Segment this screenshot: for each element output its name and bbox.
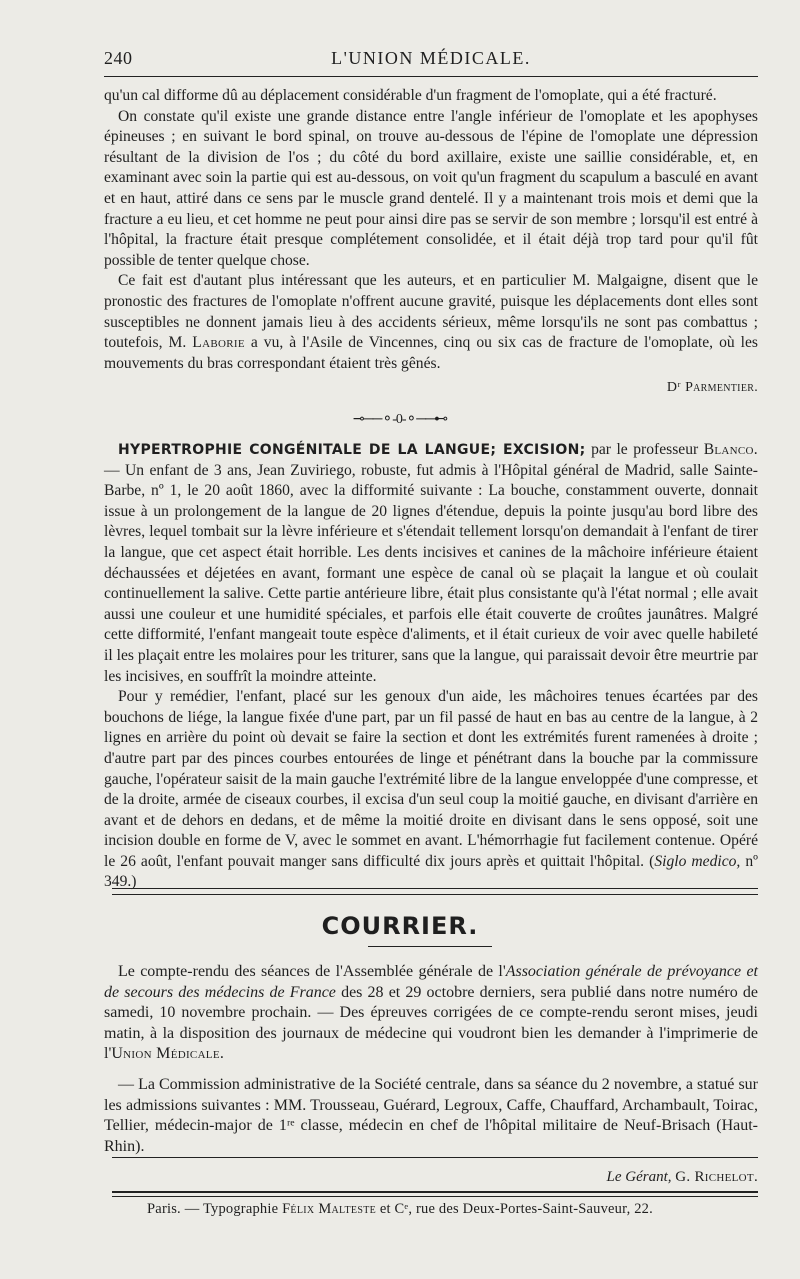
article-paragraph: On constate qu'il existe une grande distance entre l'angle inférieur de l'omoplate et les apophyses épineuses ; en suivant le bord spinal, on trouve au-dessous de l'épine de l'omoplate une dépression résultant de la division de l'os ; du côté du bord axillaire, existe une saillie considérable, et, en examinant avec soin la partie qui est au-dessous, on voit qu'un fragment du scapulum a basculé en avant et en haut, attiré dans ce sens par le muscle grand dentelé. Il y a maintenant trois mois et demi que la fracture a eu lieu, et cet homme ne peut pour ainsi dire pas se servir de son membre ; lorsqu'il est entré à l'hôpital, la fracture était presque complétement consolidée, et il était déjà trop tard pour qu'il fût possible de tenter quelque chose. bbox=[104, 107, 758, 269]
article-paragraph: HYPERTROPHIE CONGÉNITALE DE LA LANGUE; EXCISION; par le professeur Blanco. — Un enfant de 3 ans, Jean Zuviriego, robuste, fut admis à l'Hôpital général de Madrid, salle Sainte-Barbe, nº 1, le 20 août 1860, avec la difformité suivante : La bouche, constamment ouverte, donnait issue à un prolongement de la langue de 20 lignes d'étendue, depuis la pointe jusqu'au bord libre des lèvres, lequel tombait sur la lèvre inférieure et s'étendait tellement lorsqu'on demandait à l'enfant de tirer la langue, que cet aspect était horrible. Les dents incisives et canines de la mâchoire inférieure étaient déchaussées et déjetées en avant, formant une espèce de canal où se plaçait la langue et où coulait continuellement la salive. Cette partie antérieure libre, était plus consistante qu'à l'état normal ; elle avait aussi une couleur et une humidité spéciales, et parfois elle était couverte de croûtes jaunâtres. Malgré cette difformité, l'enfant mangeait toute espèce d'aliments, et il était curieux de voir avec quelle habileté il les plaçait entre les molaires pour les triturer, sans que la langue, qui paraissait devoir être meurtrie par les incisives, en souffrît la moindre atteinte. bbox=[104, 441, 758, 685]
closing-rule bbox=[112, 1157, 758, 1158]
author-name: Laborie bbox=[192, 334, 245, 352]
author-name: Blanco. bbox=[703, 441, 758, 458]
courrier-paragraph: — La Commission administrative de la Société centrale, dans sa séance du 2 novembre, a statué sur les admissions suivantes : MM. Trousseau, Guérard, Legroux, Caffe, Chauffard, Archambault, Toirac, Tellier, médecin-major de 1ʳᵉ classe, médecin en chef de l'hôpital militaire de Neuf-Brisach (Haut-Rhin). bbox=[104, 1075, 758, 1155]
page-number: 240 bbox=[104, 48, 133, 68]
page-header bbox=[104, 44, 758, 74]
header-rule bbox=[104, 76, 758, 77]
courrier-heading: COURRIER. bbox=[321, 912, 479, 940]
article-signature: Dʳ Parmentier. bbox=[666, 380, 758, 396]
courrier-underline bbox=[368, 946, 492, 947]
article-continuation: qu'un cal difforme dû au déplacement considérable d'un fragment de l'omoplate, qui a été fracturé. bbox=[104, 87, 717, 104]
article-hypertrophie bbox=[104, 440, 758, 893]
printer-imprint: Paris. — Typographie Félix Malteste et Cᵉ, rue des Deux-Portes-Saint-Sauveur, 22. bbox=[147, 1201, 653, 1217]
article-heading: HYPERTROPHIE CONGÉNITALE DE LA LANGUE; EXCISION; bbox=[118, 442, 586, 458]
section-ornament: ⊸──⚬-0-⚬──⊷ bbox=[352, 412, 448, 427]
journal-title: L'UNION MÉDICALE. bbox=[331, 48, 531, 68]
article-paragraph: Ce fait est d'autant plus intéressant que les auteurs, et en particulier M. Malgaigne, disent que le pronostic des fractures de l'omoplate n'offrent aucune gravité, puisque les déplacements dont elles sont susceptibles ne donnent jamais lieu à des accidents sérieux, même lorsqu'ils ne sont pas combattus ; toutefois, M. Laborie a vu, à l'Asile de Vincennes, cinq ou six cas de fracture de l'omoplate, où les mouvements du bras correspondant étaient très gênés. bbox=[104, 272, 758, 372]
gerant-signature: Le Gérant, G. Richelot. bbox=[606, 1169, 758, 1185]
article-paragraph: Pour y remédier, l'enfant, placé sur les genoux d'un aide, les mâchoires tenues écartées par des bouchons de liége, la langue fixée d'une part, par un fil passé de haut en bas au centre de la langue, à 2 lignes en arrière du point où devait se faire la section et dont les extrémités furent ramenées à droite ; d'autre part par des pinces courbes entourées de linge et pénétrant dans la bouche par la commissure gauche, l'opérateur saisit de la main gauche l'extrémité libre de la langue enveloppée d'une compresse, et de la droite, armée de ciseaux courbes, il excisa d'un seul coup la moitié gauche, en divisant d'arrière en avant et de dehors en dedans, et de même la moitié droite en divisant dans le sens opposé, soit une incision double en forme de V, avec le sommet en avant. L'hémorrhagie fut facilement contenue. Opéré le 26 août, l'enfant pouvait manger sans difficulté dix jours après et quittait l'hôpital. (Siglo medico, nº 349.) bbox=[104, 688, 758, 891]
courrier-section bbox=[104, 962, 758, 1157]
section-rule-bottom bbox=[112, 894, 758, 895]
section-rule-top bbox=[112, 888, 758, 889]
source-citation: Siglo medico, bbox=[654, 852, 741, 870]
footer-rule-top bbox=[112, 1191, 758, 1193]
article-omoplate bbox=[104, 86, 758, 399]
footer-rule-bottom bbox=[112, 1196, 758, 1197]
courrier-paragraph: Le compte-rendu des séances de l'Assemblée générale de l'Association générale de prévoyance et de secours des médecins de France des 28 et 29 octobre derniers, sera publié dans notre numéro de samedi, 10 novembre prochain. — Des épreuves corrigées de ce compte-rendu seront mises, jeudi matin, à la disposition des journaux de médecine qui voudront bien les demander à l'imprimerie de l'Union Médicale. bbox=[104, 963, 759, 1063]
